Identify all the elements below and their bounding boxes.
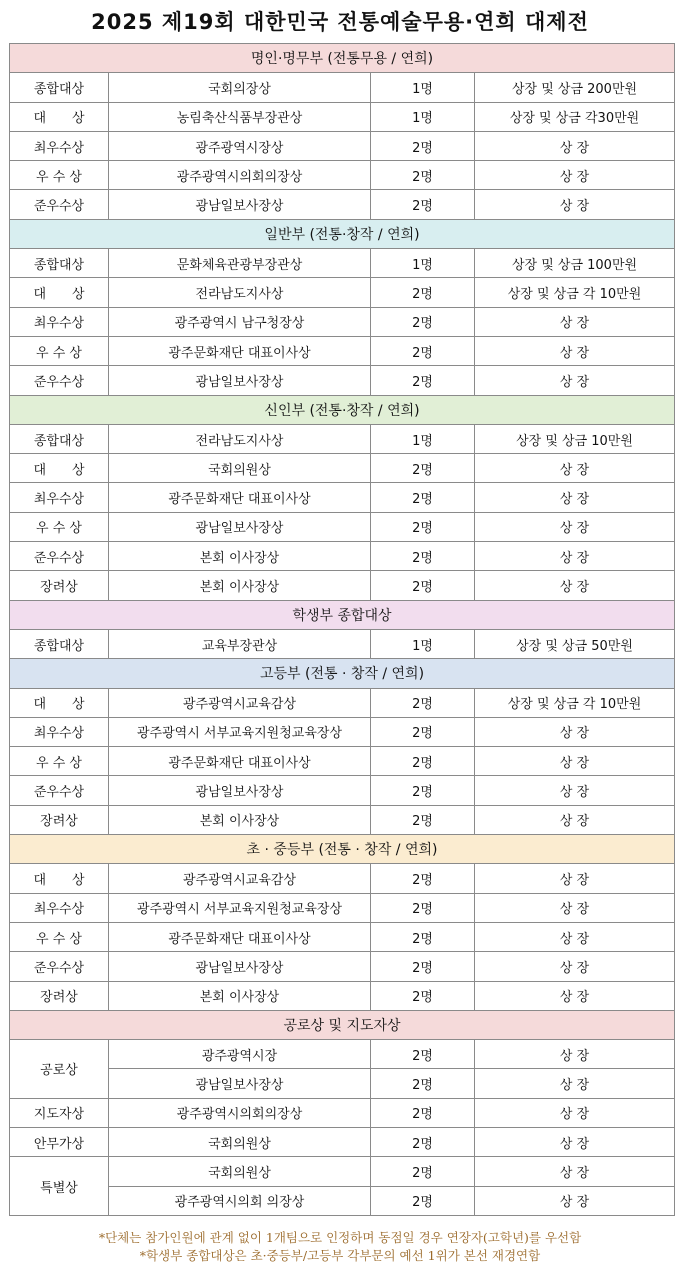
award-giver-cell: 본회 이사장상 <box>109 981 371 1010</box>
award-name-cell: 대 상 <box>10 454 109 483</box>
award-count-cell: 1명 <box>371 102 475 131</box>
award-giver-cell: 문화체육관광부장관상 <box>109 249 371 278</box>
award-prize-cell: 상 장 <box>475 161 675 190</box>
section-header-row <box>10 44 675 73</box>
table-row <box>10 571 675 600</box>
award-giver-cell: 광남일보사장상 <box>109 366 371 395</box>
section-header-row <box>10 659 675 688</box>
award-giver-cell: 광남일보사장상 <box>109 512 371 541</box>
award-count-cell: 1명 <box>371 73 475 102</box>
award-giver-cell: 광주광역시교육감상 <box>109 688 371 717</box>
award-name-cell: 종합대상 <box>10 73 109 102</box>
award-prize-cell: 상장 및 상금 200만원 <box>475 73 675 102</box>
award-count-cell: 2명 <box>371 864 475 893</box>
award-prize-cell: 상 장 <box>475 864 675 893</box>
award-count-cell: 1명 <box>371 424 475 453</box>
award-prize-cell: 상장 및 상금 10만원 <box>475 424 675 453</box>
award-count-cell: 2명 <box>371 688 475 717</box>
award-prize-cell: 상 장 <box>475 893 675 922</box>
award-giver-cell: 광주문화재단 대표이사상 <box>109 336 371 365</box>
award-name-cell: 안무가상 <box>10 1127 109 1156</box>
award-giver-cell: 국회의원상 <box>109 1157 371 1186</box>
table-row <box>10 981 675 1010</box>
section-header: 학생부 종합대상 <box>10 600 675 629</box>
award-count-cell: 2명 <box>371 512 475 541</box>
award-count-cell: 2명 <box>371 1098 475 1127</box>
award-giver-cell: 본회 이사장상 <box>109 542 371 571</box>
award-name-cell: 종합대상 <box>10 629 109 658</box>
table-row <box>10 73 675 102</box>
award-giver-cell: 전라남도지사상 <box>109 278 371 307</box>
award-name-cell: 준우수상 <box>10 366 109 395</box>
award-count-cell: 2명 <box>371 1186 475 1215</box>
table-row <box>10 893 675 922</box>
table-row <box>10 512 675 541</box>
award-prize-cell: 상 장 <box>475 483 675 512</box>
award-name-cell: 우 수 상 <box>10 922 109 951</box>
award-giver-cell: 본회 이사장상 <box>109 571 371 600</box>
award-count-cell: 2명 <box>371 307 475 336</box>
award-giver-cell: 광주광역시장 <box>109 1040 371 1069</box>
award-giver-cell: 농림축산식품부장관상 <box>109 102 371 131</box>
footnote: *단체는 참가인원에 관계 없이 1개팀으로 인정하며 동점일 경우 연장자(고학년)를 우선함 <box>98 1230 582 1245</box>
award-name-cell: 우 수 상 <box>10 512 109 541</box>
award-giver-cell: 전라남도지사상 <box>109 424 371 453</box>
award-count-cell: 2명 <box>371 776 475 805</box>
award-name-cell: 우 수 상 <box>10 747 109 776</box>
award-count-cell: 2명 <box>371 454 475 483</box>
award-prize-cell: 상 장 <box>475 1157 675 1186</box>
award-count-cell: 2명 <box>371 747 475 776</box>
award-count-cell: 2명 <box>371 981 475 1010</box>
table-row <box>10 336 675 365</box>
award-prize-cell: 상장 및 상금 100만원 <box>475 249 675 278</box>
table-row <box>10 1186 675 1215</box>
table-row <box>10 1069 675 1098</box>
award-count-cell: 2명 <box>371 131 475 160</box>
award-count-cell: 2명 <box>371 1040 475 1069</box>
award-prize-cell: 상 장 <box>475 1186 675 1215</box>
award-name-cell: 지도자상 <box>10 1098 109 1127</box>
award-count-cell: 1명 <box>371 629 475 658</box>
award-prize-cell: 상 장 <box>475 981 675 1010</box>
award-count-cell: 2명 <box>371 922 475 951</box>
award-prize-cell: 상 장 <box>475 952 675 981</box>
award-giver-cell: 국회의원상 <box>109 1127 371 1156</box>
award-giver-cell: 국회의원상 <box>109 454 371 483</box>
table-row <box>10 102 675 131</box>
award-giver-cell: 광남일보사장상 <box>109 190 371 219</box>
award-giver-cell: 광주문화재단 대표이사상 <box>109 747 371 776</box>
award-prize-cell: 상 장 <box>475 717 675 746</box>
award-giver-cell: 광주광역시의회 의장상 <box>109 1186 371 1215</box>
table-row <box>10 922 675 951</box>
award-prize-cell: 상 장 <box>475 571 675 600</box>
award-prize-cell: 상 장 <box>475 1069 675 1098</box>
table-row <box>10 454 675 483</box>
award-name-cell: 우 수 상 <box>10 336 109 365</box>
award-giver-cell: 국회의장상 <box>109 73 371 102</box>
award-giver-cell: 광주광역시의회의장상 <box>109 161 371 190</box>
table-row <box>10 629 675 658</box>
section-header: 일반부 (전통·창작 / 연희) <box>10 219 675 248</box>
award-prize-cell: 상 장 <box>475 1127 675 1156</box>
award-count-cell: 2명 <box>371 542 475 571</box>
award-name-cell: 준우수상 <box>10 776 109 805</box>
award-prize-cell: 상 장 <box>475 747 675 776</box>
award-giver-cell: 본회 이사장상 <box>109 805 371 834</box>
table-row <box>10 864 675 893</box>
award-name-cell: 준우수상 <box>10 190 109 219</box>
award-giver-cell: 광남일보사장상 <box>109 776 371 805</box>
table-row <box>10 542 675 571</box>
table-row <box>10 952 675 981</box>
award-giver-cell: 광주광역시 서부교육지원청교육장상 <box>109 893 371 922</box>
award-name-cell: 종합대상 <box>10 424 109 453</box>
table-row <box>10 717 675 746</box>
award-name-cell: 우 수 상 <box>10 161 109 190</box>
award-giver-cell: 광주문화재단 대표이사상 <box>109 922 371 951</box>
table-row <box>10 1157 675 1186</box>
table-row <box>10 131 675 160</box>
table-row <box>10 161 675 190</box>
award-giver-cell: 광남일보사장상 <box>109 1069 371 1098</box>
award-name-cell: 대 상 <box>10 278 109 307</box>
award-table <box>9 43 675 1216</box>
award-giver-cell: 광주광역시 서부교육지원청교육장상 <box>109 717 371 746</box>
section-header: 고등부 (전통 · 창작 / 연희) <box>10 659 675 688</box>
award-prize-cell: 상 장 <box>475 366 675 395</box>
award-prize-cell: 상 장 <box>475 131 675 160</box>
award-prize-cell: 상 장 <box>475 454 675 483</box>
award-giver-cell: 광주광역시의회의장상 <box>109 1098 371 1127</box>
award-giver-cell: 광주광역시 남구청장상 <box>109 307 371 336</box>
award-prize-cell: 상장 및 상금 각 10만원 <box>475 278 675 307</box>
section-header-row <box>10 219 675 248</box>
award-name-cell: 최우수상 <box>10 131 109 160</box>
award-count-cell: 2명 <box>371 483 475 512</box>
award-name-cell: 대 상 <box>10 864 109 893</box>
award-name-cell: 종합대상 <box>10 249 109 278</box>
award-prize-cell: 상 장 <box>475 776 675 805</box>
award-prize-cell: 상 장 <box>475 336 675 365</box>
award-giver-cell: 광주문화재단 대표이사상 <box>109 483 371 512</box>
table-row <box>10 483 675 512</box>
section-header-row <box>10 395 675 424</box>
award-prize-cell: 상 장 <box>475 1040 675 1069</box>
award-prize-cell: 상 장 <box>475 190 675 219</box>
award-giver-cell: 광남일보사장상 <box>109 952 371 981</box>
award-count-cell: 2명 <box>371 190 475 219</box>
section-header-row <box>10 600 675 629</box>
section-header: 공로상 및 지도자상 <box>10 1010 675 1039</box>
award-name-cell: 준우수상 <box>10 952 109 981</box>
table-row <box>10 278 675 307</box>
award-name-cell: 대 상 <box>10 688 109 717</box>
award-prize-cell: 상장 및 상금 각 10만원 <box>475 688 675 717</box>
table-row <box>10 1040 675 1069</box>
award-count-cell: 2명 <box>371 893 475 922</box>
award-count-cell: 2명 <box>371 161 475 190</box>
award-prize-cell: 상 장 <box>475 922 675 951</box>
award-count-cell: 2명 <box>371 336 475 365</box>
award-count-cell: 2명 <box>371 717 475 746</box>
award-prize-cell: 상 장 <box>475 1098 675 1127</box>
award-name-cell: 장려상 <box>10 571 109 600</box>
section-header: 초 · 중등부 (전통 · 창작 / 연희) <box>10 835 675 864</box>
table-row <box>10 688 675 717</box>
award-count-cell: 2명 <box>371 571 475 600</box>
award-giver-cell: 교육부장관상 <box>109 629 371 658</box>
page-title: 2025 제19회 대한민국 전통예술무용·연희 대제전 <box>91 10 589 34</box>
award-prize-cell: 상장 및 상금 각30만원 <box>475 102 675 131</box>
table-row <box>10 190 675 219</box>
award-prize-cell: 상장 및 상금 50만원 <box>475 629 675 658</box>
section-header-row <box>10 1010 675 1039</box>
award-prize-cell: 상 장 <box>475 512 675 541</box>
table-row <box>10 747 675 776</box>
award-count-cell: 2명 <box>371 1157 475 1186</box>
award-name-cell: 최우수상 <box>10 893 109 922</box>
footnote: *학생부 종합대상은 초·중등부/고등부 각부문의 예선 1위가 본선 재경연함 <box>139 1248 541 1263</box>
award-name-cell: 특별상 <box>10 1157 109 1216</box>
table-row <box>10 249 675 278</box>
award-count-cell: 2명 <box>371 952 475 981</box>
section-header: 신인부 (전통·창작 / 연희) <box>10 395 675 424</box>
award-name-cell: 장려상 <box>10 805 109 834</box>
award-count-cell: 2명 <box>371 1127 475 1156</box>
award-name-cell: 장려상 <box>10 981 109 1010</box>
footnotes <box>0 1229 680 1265</box>
table-row <box>10 1127 675 1156</box>
award-name-cell: 최우수상 <box>10 717 109 746</box>
award-prize-cell: 상 장 <box>475 307 675 336</box>
table-row <box>10 307 675 336</box>
table-row <box>10 366 675 395</box>
award-count-cell: 1명 <box>371 249 475 278</box>
section-header-row <box>10 835 675 864</box>
table-row <box>10 424 675 453</box>
award-name-cell: 공로상 <box>10 1040 109 1099</box>
section-header: 명인·명무부 (전통무용 / 연희) <box>10 44 675 73</box>
award-count-cell: 2명 <box>371 278 475 307</box>
award-prize-cell: 상 장 <box>475 542 675 571</box>
table-row <box>10 805 675 834</box>
award-count-cell: 2명 <box>371 366 475 395</box>
table-row <box>10 1098 675 1127</box>
award-giver-cell: 광주광역시장상 <box>109 131 371 160</box>
award-name-cell: 최우수상 <box>10 307 109 336</box>
award-name-cell: 최우수상 <box>10 483 109 512</box>
award-name-cell: 준우수상 <box>10 542 109 571</box>
award-giver-cell: 광주광역시교육감상 <box>109 864 371 893</box>
award-name-cell: 대 상 <box>10 102 109 131</box>
table-row <box>10 776 675 805</box>
award-count-cell: 2명 <box>371 1069 475 1098</box>
award-count-cell: 2명 <box>371 805 475 834</box>
award-prize-cell: 상 장 <box>475 805 675 834</box>
